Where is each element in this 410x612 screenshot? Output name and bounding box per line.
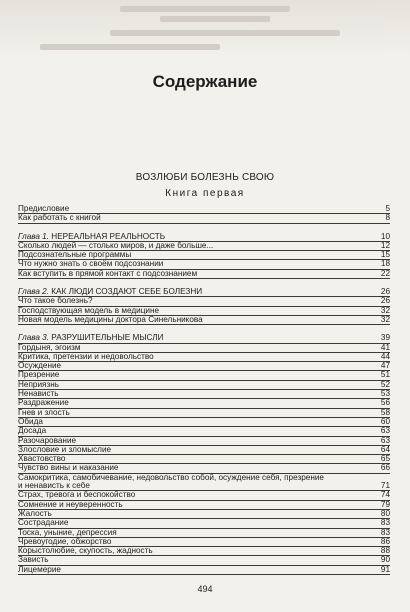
toc-entry-title: Презрение <box>18 371 60 380</box>
chapter-name: РАЗРУШИТЕЛЬНЫЕ МЫСЛИ <box>49 334 164 343</box>
toc-entry-title: Сколько людей — столько миров, и даже больше... <box>18 241 214 250</box>
toc-entry-title: Что такое болезнь? <box>18 297 93 306</box>
page-number: 494 <box>197 584 213 594</box>
toc-entry-page: 22 <box>380 268 390 278</box>
toc-entry-page: 63 <box>380 435 390 445</box>
toc-entry-title: Зависть <box>18 556 49 565</box>
toc-entry-title: Как вступить в прямой контакт с подсознанием <box>18 269 198 278</box>
chapter-prefix: Глава 2. <box>18 288 50 297</box>
toc-entry[interactable] <box>18 297 390 306</box>
toc-entry[interactable] <box>18 474 390 482</box>
toc-entry[interactable] <box>18 214 390 223</box>
toc-entry-title: Гордыня, эгоизм <box>18 343 81 352</box>
toc-entry[interactable] <box>18 519 390 528</box>
toc-entry[interactable] <box>18 270 390 279</box>
bleed-through-area <box>0 0 410 58</box>
chapter-name: НЕРЕАЛЬНАЯ РЕАЛЬНОСТЬ <box>49 232 166 241</box>
chapter-page: 39 <box>380 333 390 343</box>
toc-entry[interactable] <box>18 547 390 556</box>
toc-entry-page: 51 <box>380 370 390 380</box>
toc-entry-title: Корыстолюбие, скупость, жадность <box>18 547 153 556</box>
chapter-heading[interactable] <box>18 233 390 242</box>
toc-entry[interactable] <box>18 482 390 491</box>
toc-entry[interactable] <box>18 427 390 436</box>
toc-entry-page: 60 <box>380 416 390 426</box>
toc-entry-page: 65 <box>380 454 390 464</box>
toc-entry-title: Предисловие <box>18 205 70 213</box>
chapter-title <box>18 334 376 342</box>
toc-entry-title: Осуждение <box>18 362 62 371</box>
toc-entry-page: 71 <box>380 481 390 491</box>
section-gap <box>18 325 390 334</box>
section-gap <box>18 279 390 288</box>
toc-entry-page: 83 <box>380 527 390 537</box>
ghost-text-line <box>120 6 290 12</box>
toc-entry-page: 26 <box>380 296 390 306</box>
toc-entry-title: Сострадание <box>18 519 69 528</box>
table-of-contents <box>18 205 390 575</box>
toc-entry-title: Критика, претензии и недовольство <box>18 352 154 361</box>
chapter-name: КАК ЛЮДИ СОЗДАЮТ СЕБЕ БОЛЕЗНИ <box>49 288 203 297</box>
toc-entry-page: 15 <box>380 250 390 260</box>
toc-entry-title: Ненависть <box>18 390 59 399</box>
chapter-prefix: Глава 1. <box>18 232 50 241</box>
section-gap <box>18 224 390 233</box>
toc-entry-page: 66 <box>380 463 390 473</box>
toc-entry-page: 32 <box>380 314 390 324</box>
toc-entry-title: Подсознательные программы <box>18 251 132 260</box>
toc-entry[interactable] <box>18 566 390 575</box>
toc-entry[interactable] <box>18 464 390 473</box>
toc-entry-page: 80 <box>380 508 390 518</box>
toc-entry-page: 86 <box>380 536 390 546</box>
toc-entry-title: Как работать с книгой <box>18 214 101 223</box>
toc-entry-page: 83 <box>380 518 390 528</box>
chapter-prefix: Глава 3. <box>18 334 50 343</box>
toc-entry-title: Обида <box>18 417 43 426</box>
toc-entry[interactable] <box>18 510 390 519</box>
toc-entry-page: 18 <box>380 259 390 269</box>
chapter-heading[interactable] <box>18 288 390 297</box>
toc-entry[interactable] <box>18 251 390 260</box>
toc-entry[interactable] <box>18 399 390 408</box>
toc-entry-page: 12 <box>380 240 390 250</box>
toc-entry[interactable] <box>18 538 390 547</box>
toc-entry-page: 91 <box>380 564 390 574</box>
chapter-title <box>18 233 376 241</box>
toc-entry[interactable] <box>18 455 390 464</box>
toc-entry-page: 32 <box>380 305 390 315</box>
toc-entry-title: Чревоугодие, обжорство <box>18 537 112 546</box>
toc-entry-title: Жалость <box>18 509 52 518</box>
toc-entry-page: 41 <box>380 342 390 352</box>
toc-entry[interactable] <box>18 409 390 418</box>
toc-entry[interactable] <box>18 437 390 446</box>
toc-entry-page: 90 <box>380 555 390 565</box>
toc-entry-title: Страх, тревога и беспокойство <box>18 491 136 500</box>
toc-entry-title: Что нужно знать о своём подсознании <box>18 260 164 269</box>
toc-entry[interactable] <box>18 344 390 353</box>
ghost-text-line <box>110 30 340 36</box>
page-title: Содержание <box>152 72 258 91</box>
toc-entry-page: 79 <box>380 499 390 509</box>
toc-entry[interactable] <box>18 205 390 214</box>
toc-entry-title: Раздражение <box>18 399 69 408</box>
toc-entry[interactable] <box>18 390 390 399</box>
toc-entry-title: Разочарование <box>18 436 77 445</box>
book-title: Книга первая <box>165 188 245 199</box>
toc-entry[interactable] <box>18 371 390 380</box>
toc-entry[interactable] <box>18 529 390 538</box>
toc-entry-page: 53 <box>380 389 390 399</box>
toc-entry[interactable] <box>18 242 390 251</box>
toc-entry-page: 56 <box>380 398 390 408</box>
toc-entry-title: Чувство вины и наказание <box>18 464 119 473</box>
toc-entry[interactable] <box>18 418 390 427</box>
toc-entry[interactable] <box>18 362 390 371</box>
toc-entry[interactable] <box>18 307 390 316</box>
toc-entry-title: Злословие и зломыслие <box>18 445 112 454</box>
toc-entry-page: 63 <box>380 426 390 436</box>
toc-entry-title: Лицемерие <box>18 565 61 574</box>
toc-entry-title: и ненависть к себе <box>18 482 90 491</box>
toc-entry[interactable] <box>18 316 390 325</box>
toc-entry-page: 88 <box>380 546 390 556</box>
toc-entry-page: 8 <box>385 213 390 223</box>
ghost-text-line <box>160 16 270 22</box>
toc-entry-page: 58 <box>380 407 390 417</box>
chapter-title <box>18 288 376 296</box>
chapter-page: 26 <box>380 287 390 297</box>
toc-entry-title: Гнев и злость <box>18 408 70 417</box>
part-title: ВОЗЛЮБИ БОЛЕЗНЬ СВОЮ <box>135 172 275 183</box>
toc-entry-page: 44 <box>380 351 390 361</box>
toc-entry-title: Хвастовство <box>18 455 66 464</box>
toc-entry-title: Господствующая модель в медицине <box>18 306 160 315</box>
toc-entry-page: 52 <box>380 379 390 389</box>
toc-entry-title: Новая модель медицины доктора Синельникова <box>18 315 203 324</box>
toc-entry-title: Досада <box>18 427 47 436</box>
toc-entry-page: 64 <box>380 444 390 454</box>
toc-entry-title: Самокритика, самобичевание, недовольство собой, осуждение себя, презрение <box>18 473 324 482</box>
toc-entry[interactable] <box>18 353 390 362</box>
toc-entry[interactable] <box>18 381 390 390</box>
chapter-heading[interactable] <box>18 334 390 343</box>
chapter-page: 10 <box>380 231 390 241</box>
toc-entry-page: 74 <box>380 490 390 500</box>
toc-entry[interactable] <box>18 501 390 510</box>
toc-entry-title: Сомнение и неуверенность <box>18 500 123 509</box>
toc-entry-title: Неприязнь <box>18 380 60 389</box>
toc-entry[interactable] <box>18 260 390 269</box>
toc-entry[interactable] <box>18 556 390 565</box>
toc-entry-page: 47 <box>380 361 390 371</box>
toc-entry[interactable] <box>18 491 390 500</box>
ghost-text-line <box>40 44 220 50</box>
toc-entry-page: 5 <box>385 204 390 213</box>
toc-entry-title: Тоска, уныние, депрессия <box>18 528 117 537</box>
toc-entry[interactable] <box>18 446 390 455</box>
